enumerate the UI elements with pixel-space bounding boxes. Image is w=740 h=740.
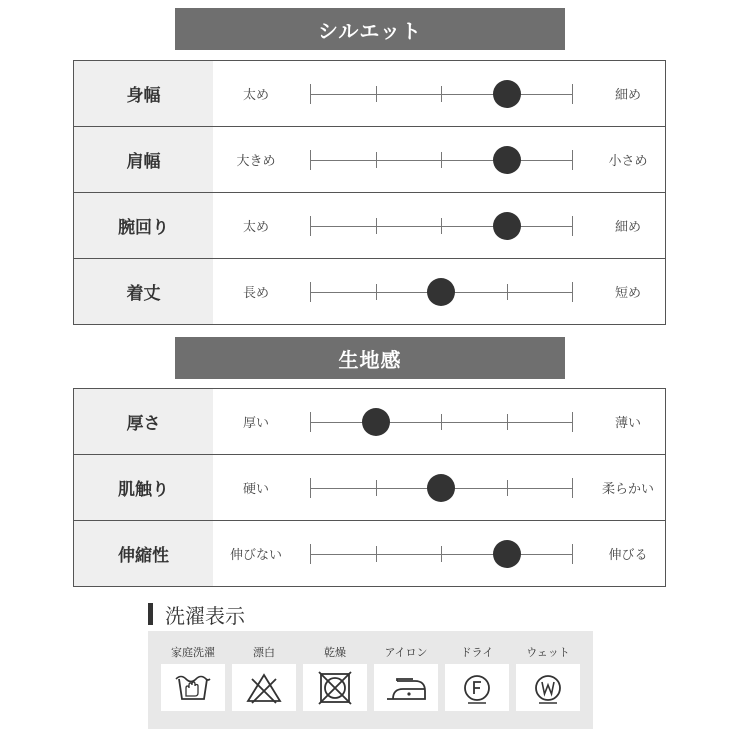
row-label: 身幅 [74,61,213,126]
scale-marker-dot [427,278,455,306]
wet-clean-w-icon [516,664,580,711]
row-label: 肌触り [74,455,213,520]
scale-tick [441,86,442,102]
rating-scale [310,259,572,324]
scale-tick [310,412,311,432]
care-section-title [148,602,245,626]
scale-tick [441,218,442,234]
no-bleach-icon [232,664,296,711]
scale-tick [376,218,377,234]
scale-tick [310,150,311,170]
scale-tick [572,478,573,498]
scale-tick [376,546,377,562]
scale-tick [441,152,442,168]
fabric-row [74,454,665,520]
scale-tick [376,152,377,168]
scale-marker-dot [493,146,521,174]
scale-marker-dot [493,212,521,240]
scale-left-label: 太め [242,220,269,235]
silhouette-table [73,60,666,325]
care-label: 漂白 [253,646,275,659]
rating-scale [310,521,572,586]
row-label: 肩幅 [74,127,213,192]
scale-marker-dot [493,540,521,568]
care-label: アイロン [384,646,428,659]
fabric-section-title: 生地感 [175,337,565,379]
scale-left-label: 伸びない [229,548,282,563]
silhouette-row [74,61,665,126]
fabric-table [73,388,666,587]
scale-right-label: 細め [614,88,641,103]
scale-tick [310,478,311,498]
row-label: 腕回り [74,193,213,258]
scale-tick [572,216,573,236]
dry-clean-f-icon [445,664,509,711]
rating-scale [310,127,572,192]
care-label: 家庭洗濯 [171,646,215,659]
scale-tick [572,412,573,432]
row-label: 着丈 [74,259,213,324]
scale-tick [572,544,573,564]
scale-tick [441,414,442,430]
scale-tick [572,150,573,170]
row-label: 伸縮性 [74,521,213,586]
scale-tick [310,544,311,564]
scale-tick [310,84,311,104]
scale-tick [507,480,508,496]
scale-tick [572,84,573,104]
scale-tick [376,480,377,496]
hand-wash-icon [161,664,225,711]
care-symbols-panel [148,631,593,729]
silhouette-row [74,258,665,324]
scale-right-label: 短め [614,286,641,301]
scale-right-label: 柔らかい [601,482,654,497]
scale-left-label: 厚い [242,416,269,431]
scale-right-label: 細め [614,220,641,235]
rating-scale [310,389,572,454]
scale-tick [310,216,311,236]
rating-scale [310,193,572,258]
scale-marker-dot [362,408,390,436]
scale-marker-dot [493,80,521,108]
fabric-row [74,389,665,454]
care-title-text: 洗濯表示 [165,603,245,628]
scale-left-label: 大きめ [236,154,276,169]
silhouette-row [74,126,665,192]
scale-tick [572,282,573,302]
scale-tick [507,414,508,430]
scale-left-label: 長め [242,286,269,301]
scale-left-label: 太め [242,88,269,103]
row-label: 厚さ [74,389,213,454]
scale-tick [507,284,508,300]
scale-right-label: 薄い [614,416,641,431]
scale-tick [441,546,442,562]
scale-tick [310,282,311,302]
no-tumble-dry-icon [303,664,367,711]
rating-scale [310,455,572,520]
scale-right-label: 伸びる [608,548,648,563]
scale-tick [376,86,377,102]
fabric-row [74,520,665,586]
scale-left-label: 硬い [242,482,269,497]
rating-scale [310,61,572,126]
title-bar-marker [148,603,153,625]
care-label: 乾燥 [324,646,346,659]
silhouette-row [74,192,665,258]
care-label: ドライ [460,646,494,659]
scale-right-label: 小さめ [608,154,648,169]
scale-tick [376,284,377,300]
silhouette-section-title: シルエット [175,8,565,50]
scale-marker-dot [427,474,455,502]
iron-low-icon [374,664,438,711]
care-label: ウェット [526,646,570,659]
